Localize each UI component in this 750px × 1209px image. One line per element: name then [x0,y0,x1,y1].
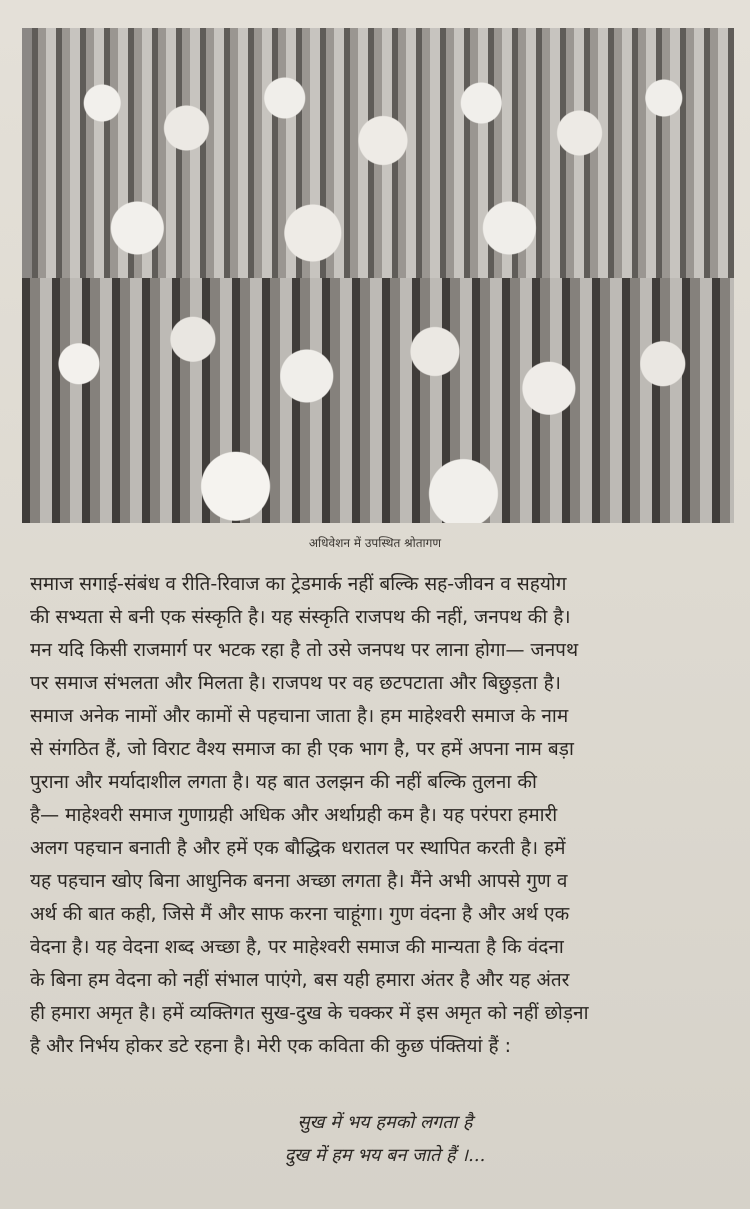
photo-caption: अधिवेशन में उपस्थित श्रोतागण [308,536,442,550]
audience-photo-upper [32,28,734,278]
paragraph-line: वेदना है। यह वेदना शब्द अच्छा है, पर माहेश्वरी समाज की मान्यता है कि वंदना [30,936,564,958]
poem-excerpt [0,1106,750,1172]
audience-photograph [22,28,734,523]
paragraph-line: यह पहचान खोए बिना आधुनिक बनना अच्छा लगता है। मैंने अभी आपसे गुण व [30,870,568,892]
paragraph-line: से संगठित हैं, जो विराट वैश्य समाज का ही एक भाग है, पर हमें अपना नाम बड़ा [30,738,574,760]
paragraph-line: है— माहेश्वरी समाज गुणाग्रही अधिक और अर्थाग्रही कम है। यह परंपरा हमारी [30,804,558,826]
paragraph-line: पुराना और मर्यादाशील लगता है। यह बात उलझन की नहीं बल्कि तुलना की [30,771,537,793]
paragraph-line: के बिना हम वेदना को नहीं संभाल पाएंगे, बस यही हमारा अंतर है और यह अंतर [30,969,570,991]
audience-photo-lower [22,278,734,523]
paragraph-line: है और निर्भय होकर डटे रहना है। मेरी एक कविता की कुछ पंक्तियां हैं : [30,1035,511,1057]
paragraph-line: पर समाज संभलता और मिलता है। राजपथ पर वह छटपटाता और बिछुड़ता है। [30,672,561,694]
poem-line: दुख में हम भय बन जाते हैं ।... [284,1145,486,1166]
body-paragraph [30,568,730,1063]
paragraph-line: अर्थ की बात कही, जिसे मैं और साफ करना चाहूंगा। गुण वंदना है और अर्थ एक [30,903,570,925]
paragraph-line: अलग पहचान बनाती है और हमें एक बौद्धिक धरातल पर स्थापित करती है। हमें [30,837,566,859]
paragraph-line: समाज अनेक नामों और कामों से पहचाना जाता है। हम माहेश्वरी समाज के नाम [30,705,569,727]
paragraph-line: समाज सगाई-संबंध व रीति-रिवाज का ट्रेडमार्क नहीं बल्कि सह-जीवन व सहयोग [30,573,567,595]
poem-line: सुख में भय हमको लगता है [297,1112,473,1133]
paragraph-line: मन यदि किसी राजमार्ग पर भटक रहा है तो उसे जनपथ पर लाना होगा— जनपथ [30,639,579,661]
paragraph-line: की सभ्यता से बनी एक संस्कृति है। यह संस्कृति राजपथ की नहीं, जनपथ की है। [30,606,571,628]
paragraph-line: ही हमारा अमृत है। हमें व्यक्तिगत सुख-दुख के चक्कर में इस अमृत को नहीं छोड़ना [30,1002,589,1024]
